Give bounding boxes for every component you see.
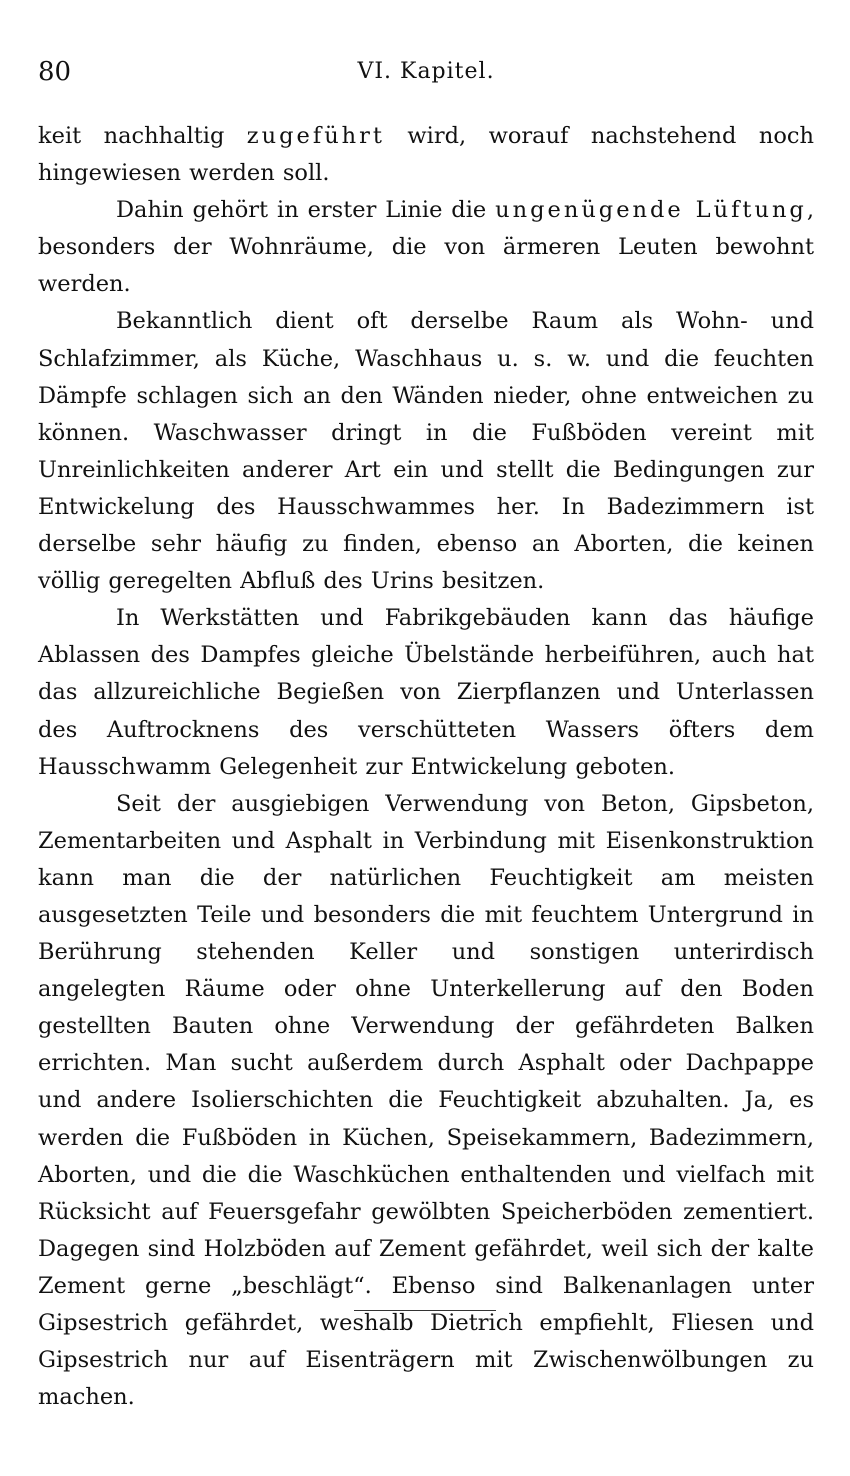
paragraph-concrete: Seit der ausgiebigen Verwendung von Beton, Gipsbeton, Zementarbeiten und Asphalt in Verbindung mit Eisenkonstruktion kann man die der natürlichen Feuchtigkeit am meisten ausgesetzten Teile und besonders die mit feuchtem Untergrund in Berührung stehenden Keller und sonstigen unterirdisch angelegten Räume oder ohne Unterkellerung auf den Boden gestellten Bauten ohne Verwendung der gefährdeten Balken errichten. Man sucht außerdem durch Asphalt oder Dachpappe und andere Isolierschichten die Feuchtigkeit abzuhalten. Ja, es werden die Fußböden in Küchen, Speisekammern, Badezimmern, Aborten, und die die Waschküchen enthaltenden und vielfach mit Rücksicht auf Feuersgefahr gewölbten Speicherböden zementiert. Dagegen sind Holzböden auf Zement gefährdet, weil sich der kalte Zement gerne „beschlägt“. Ebenso sind Balkenanlagen unter Gipsestrich gefährdet, weshalb Dietrich empfiehlt, Fliesen und Gipsestrich nur auf Eisenträgern mit Zwischenwölbungen zu machen. (38, 790, 814, 1411)
body-text (38, 118, 814, 1416)
running-head: VI. Kapitel. (357, 59, 495, 84)
page-header (38, 55, 814, 89)
text-run: , besonders der Wohnräume, die von ärmeren Leuten bewohnt werden. (38, 197, 814, 298)
text-run: Dahin gehört in erster Linie die (116, 197, 496, 224)
page-number: 80 (38, 57, 72, 87)
text-run: wird, worauf nachstehend noch hingewiesen werden soll. (38, 123, 814, 187)
spaced-emphasis: zugeführt (246, 123, 385, 149)
paragraph-ventilation (38, 192, 814, 303)
end-rule (354, 1310, 496, 1311)
paragraph-continuation (38, 118, 814, 192)
paragraph-workshops: In Werkstätten und Fabrikgebäuden kann das häufige Ablassen des Dampfes gleiche Übelstände herbeiführen, auch hat das allzureichliche Begießen von Zierpflanzen und Unterlassen des Auftrocknens des verschütteten Wassers öfters dem Hausschwamm Gelegenheit zur Entwickelung geboten. (38, 605, 814, 780)
paragraph-dwellings: Bekanntlich dient oft derselbe Raum als Wohn- und Schlafzimmer, als Küche, Waschhaus u. s. w. und die feuchten Dämpfe schlagen sich an den Wänden nieder, ohne entweichen zu können. Waschwasser dringt in die Fußböden vereint mit Unreinlichkeiten anderer Art ein und stellt die Bedingungen zur Entwickelung des Hausschwammes her. In Badezimmern ist derselbe sehr häufig zu finden, ebenso an Aborten, die keinen völlig geregelten Abfluß des Urins besitzen. (38, 308, 814, 595)
text-run: keit nachhaltig (38, 123, 247, 149)
spaced-emphasis: ungenügende Lüftung (495, 197, 807, 224)
